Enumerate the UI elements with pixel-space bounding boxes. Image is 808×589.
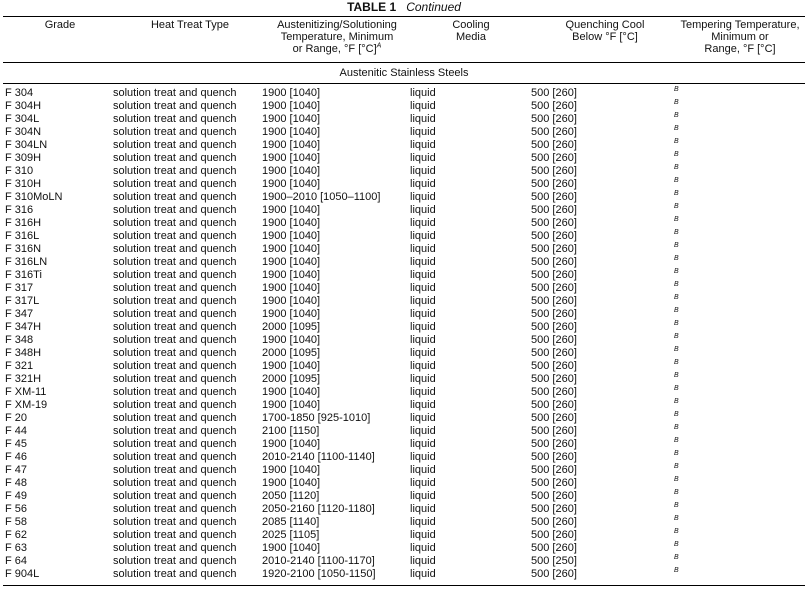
cell-austenitizing-temp: 1900 [1040] [262,204,321,216]
cell-cooling-media: liquid [410,87,436,99]
table-row [0,230,808,243]
cell-cooling-media: liquid [410,451,436,463]
cell-grade: F 64 [5,555,28,567]
cell-cooling-media: liquid [410,282,436,294]
cell-cooling-media: liquid [410,269,436,281]
cell-tempering-note: B [674,567,679,574]
cell-quench-temp: 500 [260] [531,243,577,255]
cell-austenitizing-temp: 2000 [1095] [262,321,321,333]
table-row [0,191,808,204]
cell-cooling-media: liquid [410,334,436,346]
cell-grade: F 310MoLN [5,191,63,203]
cell-quench-temp: 500 [260] [531,126,577,138]
cell-grade: F 56 [5,503,28,515]
cell-quench-temp: 500 [260] [531,178,577,190]
table-row [0,308,808,321]
cell-austenitizing-temp: 1900 [1040] [262,113,321,125]
cell-tempering-note: B [674,463,679,470]
cell-heat-treat-type: solution treat and quench [113,529,237,541]
cell-tempering-note: B [674,216,679,223]
cell-grade: F 347H [5,321,42,333]
cell-tempering-note: B [674,502,679,509]
cell-heat-treat-type: solution treat and quench [113,334,237,346]
cell-quench-temp: 500 [260] [531,516,577,528]
cell-tempering-note: B [674,385,679,392]
cell-austenitizing-temp: 1900 [1040] [262,464,321,476]
cell-cooling-media: liquid [410,113,436,125]
table-row [0,555,808,568]
cell-cooling-media: liquid [410,178,436,190]
cell-grade: F 304N [5,126,42,138]
table-row [0,321,808,334]
cell-austenitizing-temp: 1900 [1040] [262,126,321,138]
cell-austenitizing-temp: 1900 [1040] [262,477,321,489]
cell-heat-treat-type: solution treat and quench [113,139,237,151]
cell-tempering-note: B [674,138,679,145]
table-row [0,113,808,126]
cell-grade: F 44 [5,425,28,437]
cell-grade: F XM-11 [5,386,47,398]
cell-heat-treat-type: solution treat and quench [113,321,237,333]
cell-cooling-media: liquid [410,529,436,541]
table-row [0,165,808,178]
cell-grade: F 316LN [5,256,48,268]
cell-cooling-media: liquid [410,477,436,489]
cell-quench-temp: 500 [260] [531,373,577,385]
cell-heat-treat-type: solution treat and quench [113,568,237,580]
cell-heat-treat-type: solution treat and quench [113,386,237,398]
cell-grade: F 316L [5,230,40,242]
cell-cooling-media: liquid [410,321,436,333]
cell-tempering-note: B [674,346,679,353]
cell-cooling-media: liquid [410,243,436,255]
table-body [0,87,808,581]
cell-quench-temp: 500 [260] [531,568,577,580]
cell-quench-temp: 500 [260] [531,139,577,151]
cell-tempering-note: B [674,151,679,158]
cell-austenitizing-temp: 1900 [1040] [262,230,321,242]
cell-quench-temp: 500 [260] [531,308,577,320]
cell-heat-treat-type: solution treat and quench [113,243,237,255]
cell-quench-temp: 500 [260] [531,503,577,515]
top-rule [3,16,805,17]
table-number: TABLE 1 [347,0,397,14]
cell-cooling-media: liquid [410,308,436,320]
cell-heat-treat-type: solution treat and quench [113,555,237,567]
cell-quench-temp: 500 [260] [531,347,577,359]
cell-austenitizing-temp: 1900 [1040] [262,152,321,164]
cell-grade: F 49 [5,490,28,502]
header-heat-treat-type: Heat Treat Type [150,19,230,31]
cell-quench-temp: 500 [260] [531,113,577,125]
cell-quench-temp: 500 [260] [531,464,577,476]
cell-quench-temp: 500 [250] [531,555,577,567]
table-row [0,490,808,503]
table-row [0,126,808,139]
cell-grade: F 348H [5,347,42,359]
cell-cooling-media: liquid [410,152,436,164]
table-row [0,256,808,269]
cell-grade: F 347 [5,308,34,320]
table-row [0,295,808,308]
cell-cooling-media: liquid [410,165,436,177]
cell-cooling-media: liquid [410,100,436,112]
cell-quench-temp: 500 [260] [531,191,577,203]
cell-tempering-note: B [674,190,679,197]
table-row [0,438,808,451]
table-row [0,152,808,165]
cell-grade: F 321 [5,360,34,372]
cell-grade: F 47 [5,464,28,476]
cell-quench-temp: 500 [260] [531,321,577,333]
cell-austenitizing-temp: 1900 [1040] [262,438,321,450]
cell-tempering-note: B [674,86,679,93]
cell-cooling-media: liquid [410,217,436,229]
cell-grade: F 63 [5,542,28,554]
cell-cooling-media: liquid [410,230,436,242]
cell-cooling-media: liquid [410,412,436,424]
table-row [0,347,808,360]
cell-quench-temp: 500 [260] [531,490,577,502]
header-cooling-media: Cooling Media [452,19,490,43]
cell-cooling-media: liquid [410,191,436,203]
cell-heat-treat-type: solution treat and quench [113,516,237,528]
header-rule [3,62,805,63]
cell-grade: F 317L [5,295,40,307]
cell-quench-temp: 500 [260] [531,412,577,424]
cell-cooling-media: liquid [410,373,436,385]
cell-quench-temp: 500 [260] [531,425,577,437]
cell-tempering-note: B [674,320,679,327]
cell-grade: F 48 [5,477,28,489]
cell-quench-temp: 500 [260] [531,451,577,463]
cell-grade: F 348 [5,334,34,346]
cell-grade: F 46 [5,451,28,463]
cell-austenitizing-temp: 2050-2160 [1120-1180] [262,503,375,515]
cell-heat-treat-type: solution treat and quench [113,477,237,489]
header-quenching: Quenching Cool Below °F [°C] [565,19,645,43]
cell-austenitizing-temp: 1900 [1040] [262,217,321,229]
cell-cooling-media: liquid [410,139,436,151]
cell-tempering-note: B [674,411,679,418]
cell-tempering-note: B [674,333,679,340]
section-rule [3,83,805,84]
cell-cooling-media: liquid [410,204,436,216]
table-row [0,334,808,347]
cell-grade: F 316Ti [5,269,42,281]
cell-heat-treat-type: solution treat and quench [113,87,237,99]
cell-heat-treat-type: solution treat and quench [113,347,237,359]
cell-tempering-note: B [674,164,679,171]
table-row [0,412,808,425]
cell-tempering-note: B [674,255,679,262]
cell-austenitizing-temp: 1900 [1040] [262,269,321,281]
cell-heat-treat-type: solution treat and quench [113,282,237,294]
cell-heat-treat-type: solution treat and quench [113,412,237,424]
cell-quench-temp: 500 [260] [531,334,577,346]
cell-heat-treat-type: solution treat and quench [113,126,237,138]
cell-quench-temp: 500 [260] [531,386,577,398]
cell-tempering-note: B [674,229,679,236]
cell-quench-temp: 500 [260] [531,87,577,99]
cell-tempering-note: B [674,541,679,548]
cell-tempering-note: B [674,177,679,184]
cell-austenitizing-temp: 1900 [1040] [262,542,321,554]
cell-austenitizing-temp: 2100 [1150] [262,425,320,437]
cell-tempering-note: B [674,554,679,561]
cell-quench-temp: 500 [260] [531,529,577,541]
cell-grade: F 310 [5,165,34,177]
cell-quench-temp: 500 [260] [531,269,577,281]
cell-grade: F 310H [5,178,42,190]
cell-austenitizing-temp: 1900 [1040] [262,308,321,320]
table-row [0,217,808,230]
cell-tempering-note: B [674,242,679,249]
cell-austenitizing-temp: 1900 [1040] [262,282,321,294]
table-row [0,464,808,477]
cell-grade: F XM-19 [5,399,48,411]
cell-cooling-media: liquid [410,360,436,372]
cell-grade: F 904L [5,568,40,580]
table-row [0,139,808,152]
cell-tempering-note: B [674,268,679,275]
cell-heat-treat-type: solution treat and quench [113,464,237,476]
cell-heat-treat-type: solution treat and quench [113,451,237,463]
table-caption [0,0,808,15]
cell-grade: F 62 [5,529,28,541]
cell-heat-treat-type: solution treat and quench [113,308,237,320]
table-row [0,529,808,542]
cell-quench-temp: 500 [260] [531,230,577,242]
cell-tempering-note: B [674,476,679,483]
table-row [0,451,808,464]
cell-cooling-media: liquid [410,568,436,580]
cell-tempering-note: B [674,203,679,210]
cell-quench-temp: 500 [260] [531,295,577,307]
cell-austenitizing-temp: 2010-2140 [1100-1170] [262,555,375,567]
cell-cooling-media: liquid [410,464,436,476]
cell-austenitizing-temp: 2000 [1095] [262,373,321,385]
cell-austenitizing-temp: 1900 [1040] [262,256,321,268]
cell-tempering-note: B [674,528,679,535]
cell-cooling-media: liquid [410,399,436,411]
table-row [0,243,808,256]
cell-quench-temp: 500 [260] [531,438,577,450]
cell-cooling-media: liquid [410,438,436,450]
cell-grade: F 304LN [5,139,48,151]
table-continued: Continued [406,0,461,14]
table-row [0,516,808,529]
section-title: Austenitic Stainless Steels [339,67,469,79]
cell-heat-treat-type: solution treat and quench [113,425,237,437]
cell-cooling-media: liquid [410,256,436,268]
cell-cooling-media: liquid [410,503,436,515]
cell-quench-temp: 500 [260] [531,204,577,216]
cell-grade: F 321H [5,373,42,385]
cell-heat-treat-type: solution treat and quench [113,542,237,554]
bottom-rule [3,585,805,586]
cell-heat-treat-type: solution treat and quench [113,191,237,203]
table-row [0,282,808,295]
cell-austenitizing-temp: 1900 [1040] [262,87,321,99]
cell-grade: F 316 [5,204,34,216]
cell-quench-temp: 500 [260] [531,256,577,268]
table-row [0,503,808,516]
cell-tempering-note: B [674,489,679,496]
cell-grade: F 316H [5,217,42,229]
cell-austenitizing-temp: 1900 [1040] [262,243,321,255]
cell-austenitizing-temp: 1900 [1040] [262,295,321,307]
cell-heat-treat-type: solution treat and quench [113,100,237,112]
cell-grade: F 309H [5,152,42,164]
table-row [0,568,808,581]
cell-austenitizing-temp: 1900 [1040] [262,386,321,398]
cell-tempering-note: B [674,359,679,366]
cell-quench-temp: 500 [260] [531,542,577,554]
cell-austenitizing-temp: 1900 [1040] [262,178,321,190]
header-tempering: Tempering Temperature, Minimum or Range, °F [°C] [680,19,800,55]
cell-heat-treat-type: solution treat and quench [113,503,237,515]
cell-cooling-media: liquid [410,542,436,554]
table-row [0,386,808,399]
cell-grade: F 45 [5,438,28,450]
table-row [0,542,808,555]
cell-austenitizing-temp: 1700-1850 [925-1010] [262,412,371,424]
cell-austenitizing-temp: 1920-2100 [1050-1150] [262,568,376,580]
cell-cooling-media: liquid [410,347,436,359]
cell-grade: F 20 [5,412,28,424]
cell-austenitizing-temp: 2010-2140 [1100-1140] [262,451,375,463]
cell-tempering-note: B [674,372,679,379]
cell-quench-temp: 500 [260] [531,399,577,411]
table-row [0,373,808,386]
cell-cooling-media: liquid [410,386,436,398]
cell-grade: F 304 [5,87,34,99]
cell-austenitizing-temp: 2085 [1140] [262,516,320,528]
cell-tempering-note: B [674,398,679,405]
cell-austenitizing-temp: 1900–2010 [1050–1100] [262,191,381,203]
cell-heat-treat-type: solution treat and quench [113,152,237,164]
cell-heat-treat-type: solution treat and quench [113,217,237,229]
table-row [0,269,808,282]
table-row [0,360,808,373]
cell-tempering-note: B [674,125,679,132]
cell-heat-treat-type: solution treat and quench [113,256,237,268]
cell-grade: F 304L [5,113,40,125]
header-grade: Grade [44,19,76,31]
cell-quench-temp: 500 [260] [531,100,577,112]
cell-grade: F 58 [5,516,28,528]
cell-heat-treat-type: solution treat and quench [113,295,237,307]
cell-austenitizing-temp: 2000 [1095] [262,347,321,359]
cell-tempering-note: B [674,424,679,431]
table-row [0,100,808,113]
table-row [0,425,808,438]
cell-cooling-media: liquid [410,425,436,437]
footnote-a-marker: A [376,42,382,50]
cell-heat-treat-type: solution treat and quench [113,230,237,242]
cell-grade: F 317 [5,282,34,294]
cell-quench-temp: 500 [260] [531,360,577,372]
cell-austenitizing-temp: 1900 [1040] [262,334,321,346]
cell-tempering-note: B [674,437,679,444]
cell-austenitizing-temp: 1900 [1040] [262,165,321,177]
cell-quench-temp: 500 [260] [531,282,577,294]
cell-austenitizing-temp: 2025 [1105] [262,529,320,541]
table-row [0,399,808,412]
table-row [0,204,808,217]
cell-cooling-media: liquid [410,516,436,528]
cell-heat-treat-type: solution treat and quench [113,438,237,450]
cell-austenitizing-temp: 2050 [1120] [262,490,320,502]
cell-cooling-media: liquid [410,295,436,307]
cell-heat-treat-type: solution treat and quench [113,373,237,385]
cell-austenitizing-temp: 1900 [1040] [262,360,321,372]
cell-heat-treat-type: solution treat and quench [113,113,237,125]
cell-tempering-note: B [674,99,679,106]
cell-heat-treat-type: solution treat and quench [113,360,237,372]
cell-grade: F 316N [5,243,42,255]
cell-tempering-note: B [674,450,679,457]
cell-austenitizing-temp: 1900 [1040] [262,399,321,411]
table-row [0,178,808,191]
cell-austenitizing-temp: 1900 [1040] [262,139,321,151]
cell-tempering-note: B [674,294,679,301]
cell-quench-temp: 500 [260] [531,152,577,164]
cell-austenitizing-temp: 1900 [1040] [262,100,321,112]
cell-cooling-media: liquid [410,126,436,138]
cell-heat-treat-type: solution treat and quench [113,490,237,502]
cell-cooling-media: liquid [410,555,436,567]
table-row [0,477,808,490]
table-row [0,87,808,100]
cell-grade: F 304H [5,100,42,112]
cell-heat-treat-type: solution treat and quench [113,204,237,216]
cell-heat-treat-type: solution treat and quench [113,269,237,281]
cell-quench-temp: 500 [260] [531,217,577,229]
cell-cooling-media: liquid [410,490,436,502]
cell-heat-treat-type: solution treat and quench [113,165,237,177]
cell-quench-temp: 500 [260] [531,165,577,177]
cell-quench-temp: 500 [260] [531,477,577,489]
cell-tempering-note: B [674,112,679,119]
cell-heat-treat-type: solution treat and quench [113,178,237,190]
header-austenitizing: Austenitizing/Solutioning Temperature, Minimum or Range, °F $[^\circ C]^A$ [277,19,397,55]
cell-tempering-note: B [674,515,679,522]
cell-tempering-note: B [674,281,679,288]
cell-tempering-note: B [674,307,679,314]
cell-heat-treat-type: solution treat and quench [113,399,237,411]
